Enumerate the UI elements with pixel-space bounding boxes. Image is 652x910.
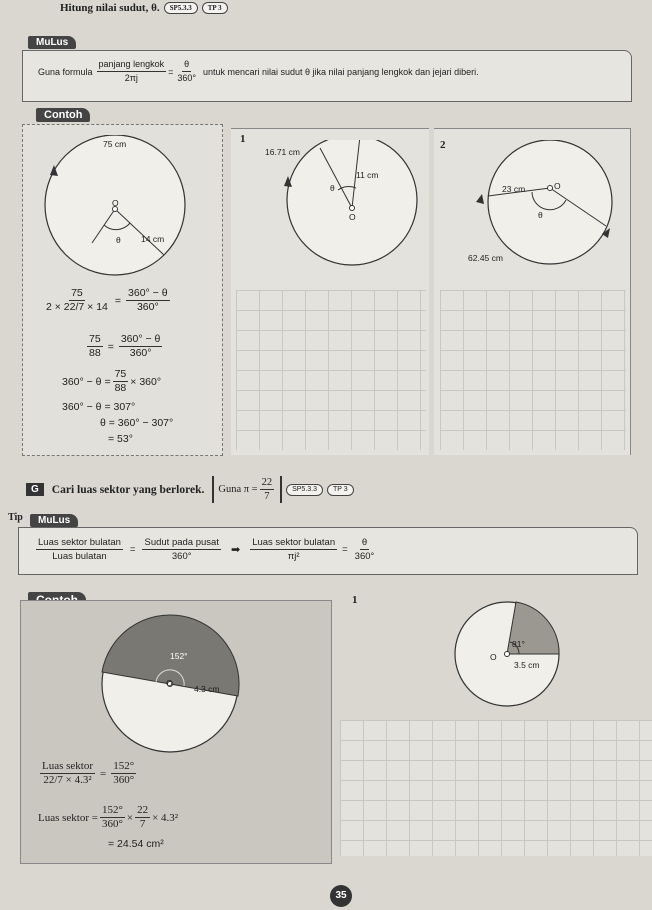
example-2-step-1: $\frac{\text{Luas sektor}}{\text{22/7 × 4.3²}}$ = $\frac{152^\circ}{360^\circ}$ <box>42 760 135 786</box>
example-2-radius-label: 4.3 cm <box>194 684 220 694</box>
tip-label: Tip <box>8 512 23 523</box>
example-2-angle-label: 152° <box>170 651 188 661</box>
working-step-5: θ = 360° − 307° <box>100 417 174 429</box>
section-g-letter: G <box>26 483 44 496</box>
question-3-diagram <box>450 592 565 707</box>
formula-num1: panjang lengkok <box>97 58 167 72</box>
question-3-answer-grid <box>340 720 652 856</box>
working-step-4: 360° − θ = 307° <box>62 401 136 413</box>
section-g-sp-tag: SP5.3.3 <box>286 484 323 496</box>
sp-tag: SP5.3.3 <box>164 2 198 14</box>
q3-angle-label: 81° <box>512 639 525 649</box>
example-2-sector-diagram <box>100 612 250 762</box>
contoh-banner: Contoh <box>36 108 90 122</box>
page-number: 35 <box>330 885 352 907</box>
example-circle-diagram <box>40 135 210 285</box>
q1-arc-label: 16.71 cm <box>265 147 300 157</box>
question-2-answer-grid <box>440 290 626 450</box>
header-title: Hitung nilai sudut, θ. <box>60 2 160 14</box>
formula-prefix: Guna formula <box>38 66 93 77</box>
q1-center-label: O <box>349 212 356 222</box>
formula-num2: θ <box>182 58 191 72</box>
section-g-tp-tag: TP 3 <box>327 484 354 496</box>
q2-radius-label: 23 cm <box>502 184 526 194</box>
q2-center-label: O <box>554 181 561 191</box>
mulus-formula <box>38 58 479 85</box>
q3-center-label: O <box>490 652 497 662</box>
example-2-step-3: = 24.54 cm² <box>108 838 164 850</box>
example-2-step-2: Luas sektor = $\frac{152^\circ}{360^\circ}$ × $\frac{22}{7}$ × 4.3² <box>38 804 179 830</box>
mulus-badge: MuLus <box>28 36 76 49</box>
working-step-2: $\frac{75}{88}$ = $\frac{360^\circ - \theta}{360^\circ}$ <box>89 333 161 359</box>
formula-den1: 2πj <box>124 73 138 83</box>
section-g-heading <box>26 476 354 503</box>
question-2-diagram <box>470 140 620 270</box>
section-g-hint: Guna π = $\frac{22}{7}$ <box>212 476 282 503</box>
question-3-number: 1 <box>352 594 358 606</box>
formula-suffix: untuk mencari nilai sudut θ jika nilai panjang lengkok dan jejari diberi. <box>202 66 479 77</box>
arrow-icon: ➡ <box>230 544 241 556</box>
arc-length-label: 75 cm <box>103 139 127 149</box>
angle-label: θ <box>116 235 121 245</box>
mulus-2-badge: MuLus <box>30 514 78 527</box>
mulus-2-formula: $\frac{\text{Luas sektor bulatan}}{\text{Luas bulatan}}$ = $\frac{\text{Sudut pada pusat}}{360^\circ}$ ➡ $\frac{\text{Luas sektor bulatan}}{\text{πj²}}$ = $\frac{\theta}{360^\circ}$ <box>38 537 375 562</box>
page-header <box>60 2 228 14</box>
working-step-6: = 53° <box>108 433 133 445</box>
q1-angle-label: θ <box>330 183 335 193</box>
center-label: O <box>112 198 119 208</box>
question-2-number: 2 <box>440 139 446 151</box>
q2-arc-label: 62.45 cm <box>468 253 503 263</box>
question-1-number: 1 <box>240 133 246 145</box>
formula-eq: = <box>168 66 174 77</box>
formula-den2: 360° <box>177 73 196 83</box>
example-2-center-label: O <box>166 678 173 688</box>
q2-angle-label: θ <box>538 210 543 220</box>
question-1-diagram <box>260 140 420 270</box>
working-step-1: $\frac{75}{2 \times 22/7 \times 14}$ = $\frac{360^\circ - \theta}{360^\circ}$ <box>46 287 168 313</box>
q1-radius-label: 11 cm <box>356 170 379 180</box>
working-step-3: 360° − θ = $\frac{75}{88}$ × 360° <box>62 368 162 394</box>
radius-label: 14 cm <box>141 234 165 244</box>
question-1-answer-grid <box>236 290 426 450</box>
section-g-title: Cari luas sektor yang berlorek. <box>51 483 205 496</box>
q3-radius-label: 3.5 cm <box>514 660 540 670</box>
tp-tag: TP 3 <box>202 2 228 14</box>
